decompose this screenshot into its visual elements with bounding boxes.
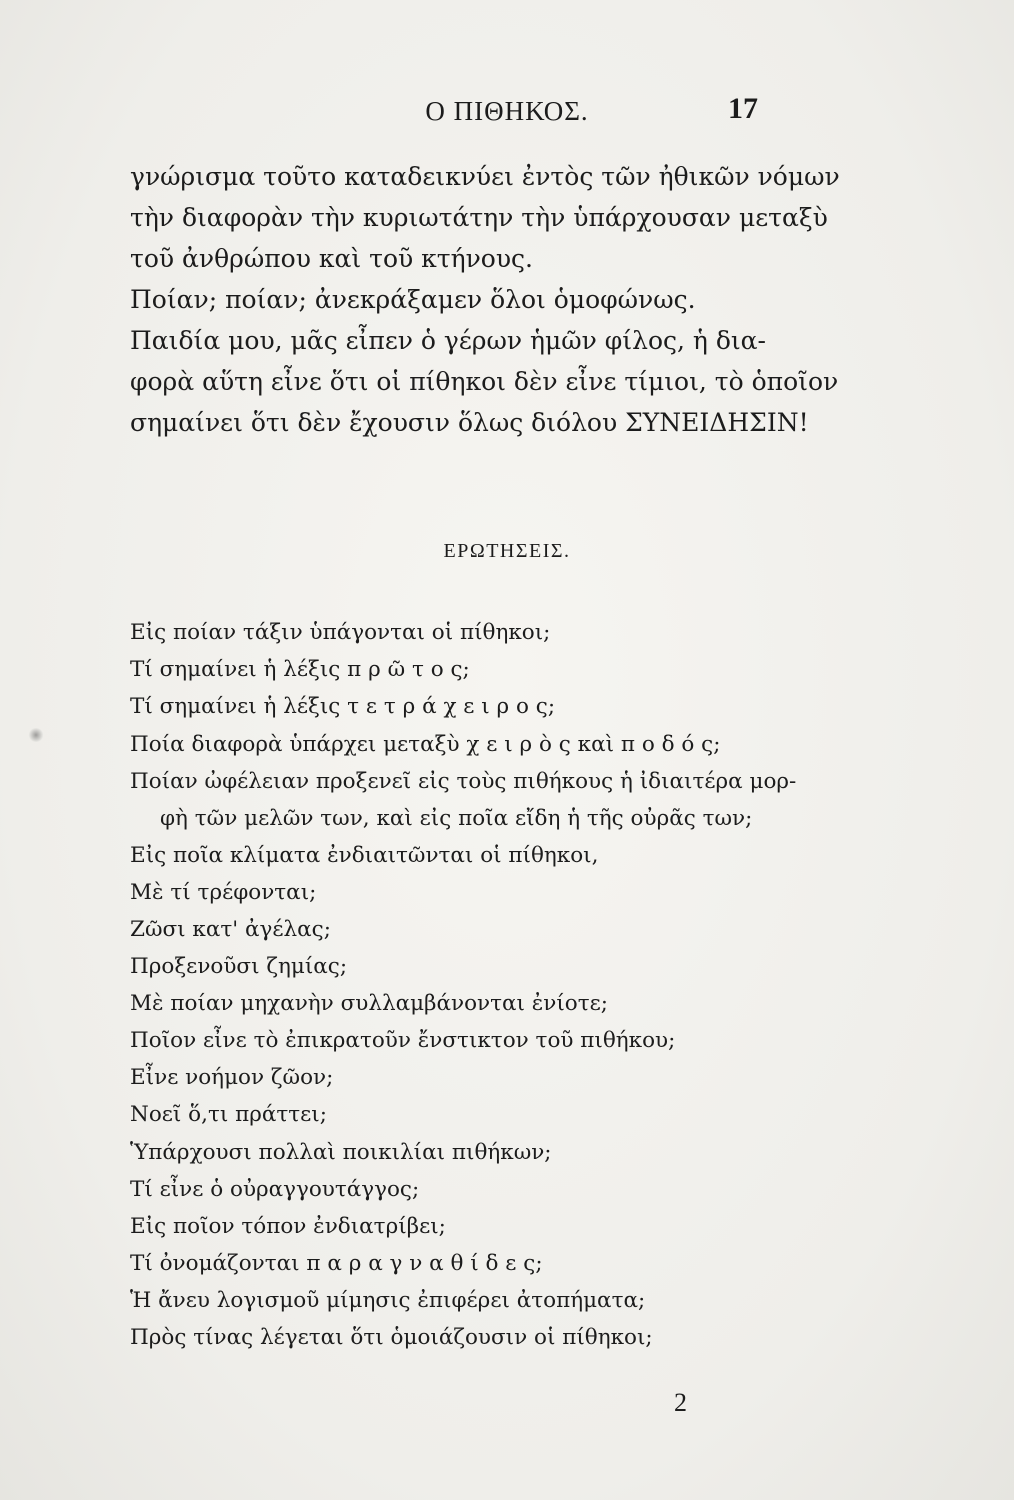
question-line: Μὲ ποίαν μηχανὴν συλλαμβάνονται ἐνίοτε; <box>130 991 609 1016</box>
ink-smudge <box>28 728 44 742</box>
question-line: Νοεῖ ὅ,τι πράττει; <box>130 1102 327 1127</box>
question-line-continuation: φὴ τῶν μελῶν των, καὶ εἰς ποῖα εἴδη ἡ τῆς οὐρᾶς των; <box>160 806 753 831</box>
paragraph-line: φορὰ αὕτη εἶνε ὅτι οἱ πίθηκοι δὲν εἶνε τίμιοι, τὸ ὁποῖον <box>130 367 839 396</box>
paragraph-line: σημαίνει ὅτι δὲν ἔχουσιν ὅλως διόλου ΣΥΝΕΙΔΗΣΙΝ! <box>130 408 809 437</box>
question-line: Τί σημαίνει ἡ λέξις π ρ ῶ τ ο ς; <box>130 657 470 682</box>
page-number: 17 <box>728 92 758 125</box>
section-heading: ΕΡΩΤΗΣΕΙΣ. <box>443 540 571 562</box>
question-line: Εἰς ποῖα κλίματα ἐνδιαιτῶνται οἱ πίθηκοι, <box>130 843 599 868</box>
question-line: Πρὸς τίνας λέγεται ὅτι ὁμοιάζουσιν οἱ πίθηκοι; <box>130 1325 653 1350</box>
question-line: Ζῶσι κατ' ἀγέλας; <box>130 917 331 942</box>
paragraph-line: Ποίαν; ποίαν; ἀνεκράξαμεν ὅλοι ὁμοφώνως. <box>130 285 696 314</box>
question-line: Τί ὀνομάζονται π α ρ α γ ν α θ ί δ ε ς; <box>130 1251 543 1276</box>
question-line: Προξενοῦσι ζημίας; <box>130 954 348 979</box>
question-line: Ποίαν ὠφέλειαν προξενεῖ εἰς τοὺς πιθήκους ἡ ἰδιαιτέρα μορ- <box>130 769 797 794</box>
question-line: Ἡ ἄνευ λογισμοῦ μίμησις ἐπιφέρει ἀτοπήματα; <box>130 1288 646 1313</box>
paragraph-line: γνώρισμα τοῦτο καταδεικνύει ἐντὸς τῶν ἠθικῶν νόμων <box>130 162 840 191</box>
question-line: Εἰς ποίαν τάξιν ὑπάγονται οἱ πίθηκοι; <box>130 620 551 645</box>
question-line: Ὑπάρχουσι πολλαὶ ποικιλίαι πιθήκων; <box>130 1140 552 1165</box>
question-line: Ποία διαφορὰ ὑπάρχει μεταξὺ χ ε ι ρ ὸ ς καὶ π ο δ ό ς; <box>130 732 721 757</box>
question-line: Ποῖον εἶνε τὸ ἐπικρατοῦν ἔνστικτον τοῦ πιθήκου; <box>130 1028 676 1053</box>
running-head-title: Ο ΠΙΘΗΚΟΣ. <box>425 96 589 126</box>
question-line: Τί εἶνε ὁ οὐραγγουτάγγος; <box>130 1177 420 1202</box>
paragraph-line: Παιδία μου, μᾶς εἶπεν ὁ γέρων ἡμῶν φίλος, ἡ δια- <box>130 326 766 355</box>
question-line: Μὲ τί τρέφονται; <box>130 880 317 905</box>
paragraph-line: τὴν διαφορὰν τὴν κυριωτάτην τὴν ὑπάρχουσαν μεταξὺ <box>130 203 828 232</box>
signature-mark: 2 <box>674 1388 687 1417</box>
question-line: Τί σημαίνει ἡ λέξις τ ε τ ρ ά χ ε ι ρ ο ς; <box>130 694 556 719</box>
question-line: Εἶνε νοήμον ζῶον; <box>130 1065 334 1090</box>
question-line: Εἰς ποῖον τόπον ἐνδιατρίβει; <box>130 1214 446 1239</box>
paragraph-line: τοῦ ἀνθρώπου καὶ τοῦ κτήνους. <box>130 244 533 273</box>
